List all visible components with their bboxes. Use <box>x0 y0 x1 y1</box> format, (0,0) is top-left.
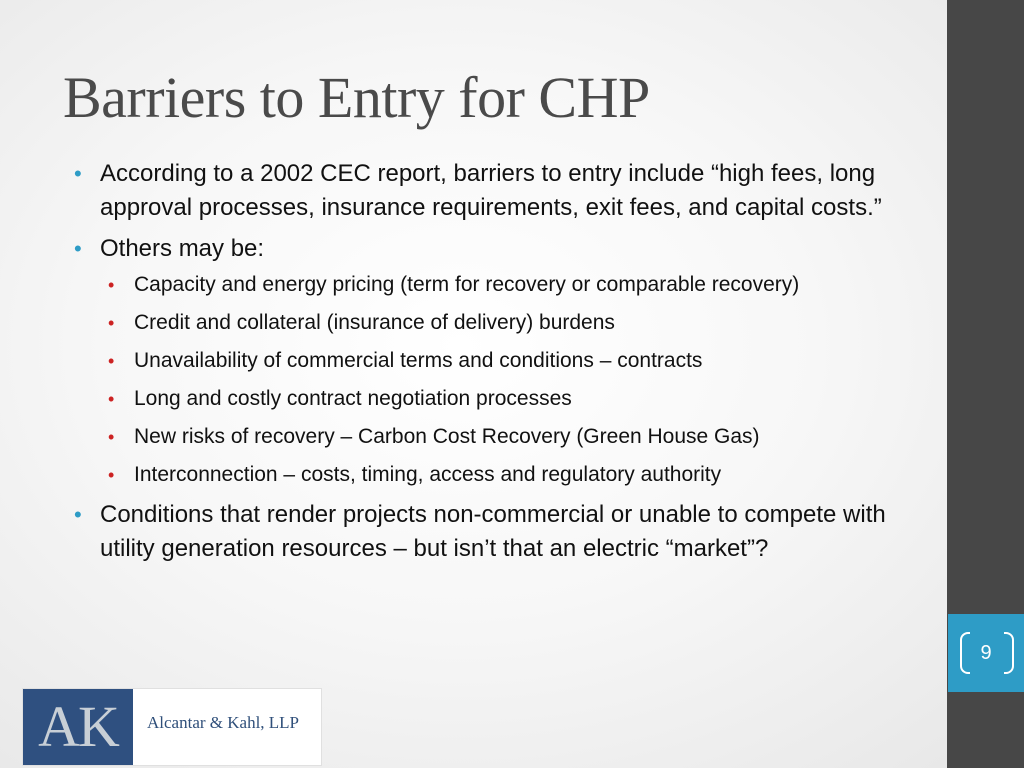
bullet-dot-icon: • <box>74 236 82 261</box>
sub-bullet-list <box>108 270 904 490</box>
bullet-dot-icon: • <box>74 161 82 186</box>
slide-content <box>74 157 904 573</box>
bullet-item <box>74 232 904 490</box>
page-number: 9 <box>980 642 992 664</box>
sub-bullet-text: Credit and collateral (insurance of delivery) burdens <box>134 311 615 334</box>
sub-bullet-item <box>108 346 904 376</box>
sub-bullet-item <box>108 384 904 414</box>
sub-bullet-dot-icon: • <box>108 275 115 295</box>
sub-bullet-item <box>108 308 904 338</box>
sub-bullet-dot-icon: • <box>108 351 115 371</box>
slide-title: Barriers to Entry for CHP <box>63 65 650 130</box>
bullet-text: Conditions that render projects non-commercial or unable to compete with utility generation resources – but isn’t that an electric “market”? <box>100 501 886 562</box>
bullet-item <box>74 157 904 225</box>
bullet-list <box>74 157 904 566</box>
logo-mark: AK <box>23 689 133 765</box>
sub-bullet-text: Long and costly contract negotiation processes <box>134 387 572 410</box>
firm-logo <box>22 688 322 766</box>
right-bracket-icon <box>1004 632 1014 674</box>
page-number-badge <box>948 614 1024 692</box>
sub-bullet-text: New risks of recovery – Carbon Cost Recovery (Green House Gas) <box>134 425 760 448</box>
sub-bullet-dot-icon: • <box>108 465 115 485</box>
sub-bullet-dot-icon: • <box>108 389 115 409</box>
bullet-text: Others may be: <box>100 235 265 262</box>
sub-bullet-dot-icon: • <box>108 313 115 333</box>
sub-bullet-item <box>108 422 904 452</box>
sub-bullet-dot-icon: • <box>108 427 115 447</box>
sub-bullet-text: Unavailability of commercial terms and conditions – contracts <box>134 349 703 372</box>
bullet-text: According to a 2002 CEC report, barriers to entry include “high fees, long approval processes, insurance requirements, exit fees, and capital costs.” <box>100 160 882 221</box>
sub-bullet-text: Capacity and energy pricing (term for recovery or comparable recovery) <box>134 273 800 296</box>
bullet-item <box>74 498 904 566</box>
sub-bullet-text: Interconnection – costs, timing, access and regulatory authority <box>134 463 722 486</box>
sub-bullet-item <box>108 270 904 300</box>
logo-firm-name: Alcantar & Kahl, LLP <box>147 713 300 732</box>
sub-bullet-item <box>108 460 904 490</box>
bullet-dot-icon: • <box>74 502 82 527</box>
